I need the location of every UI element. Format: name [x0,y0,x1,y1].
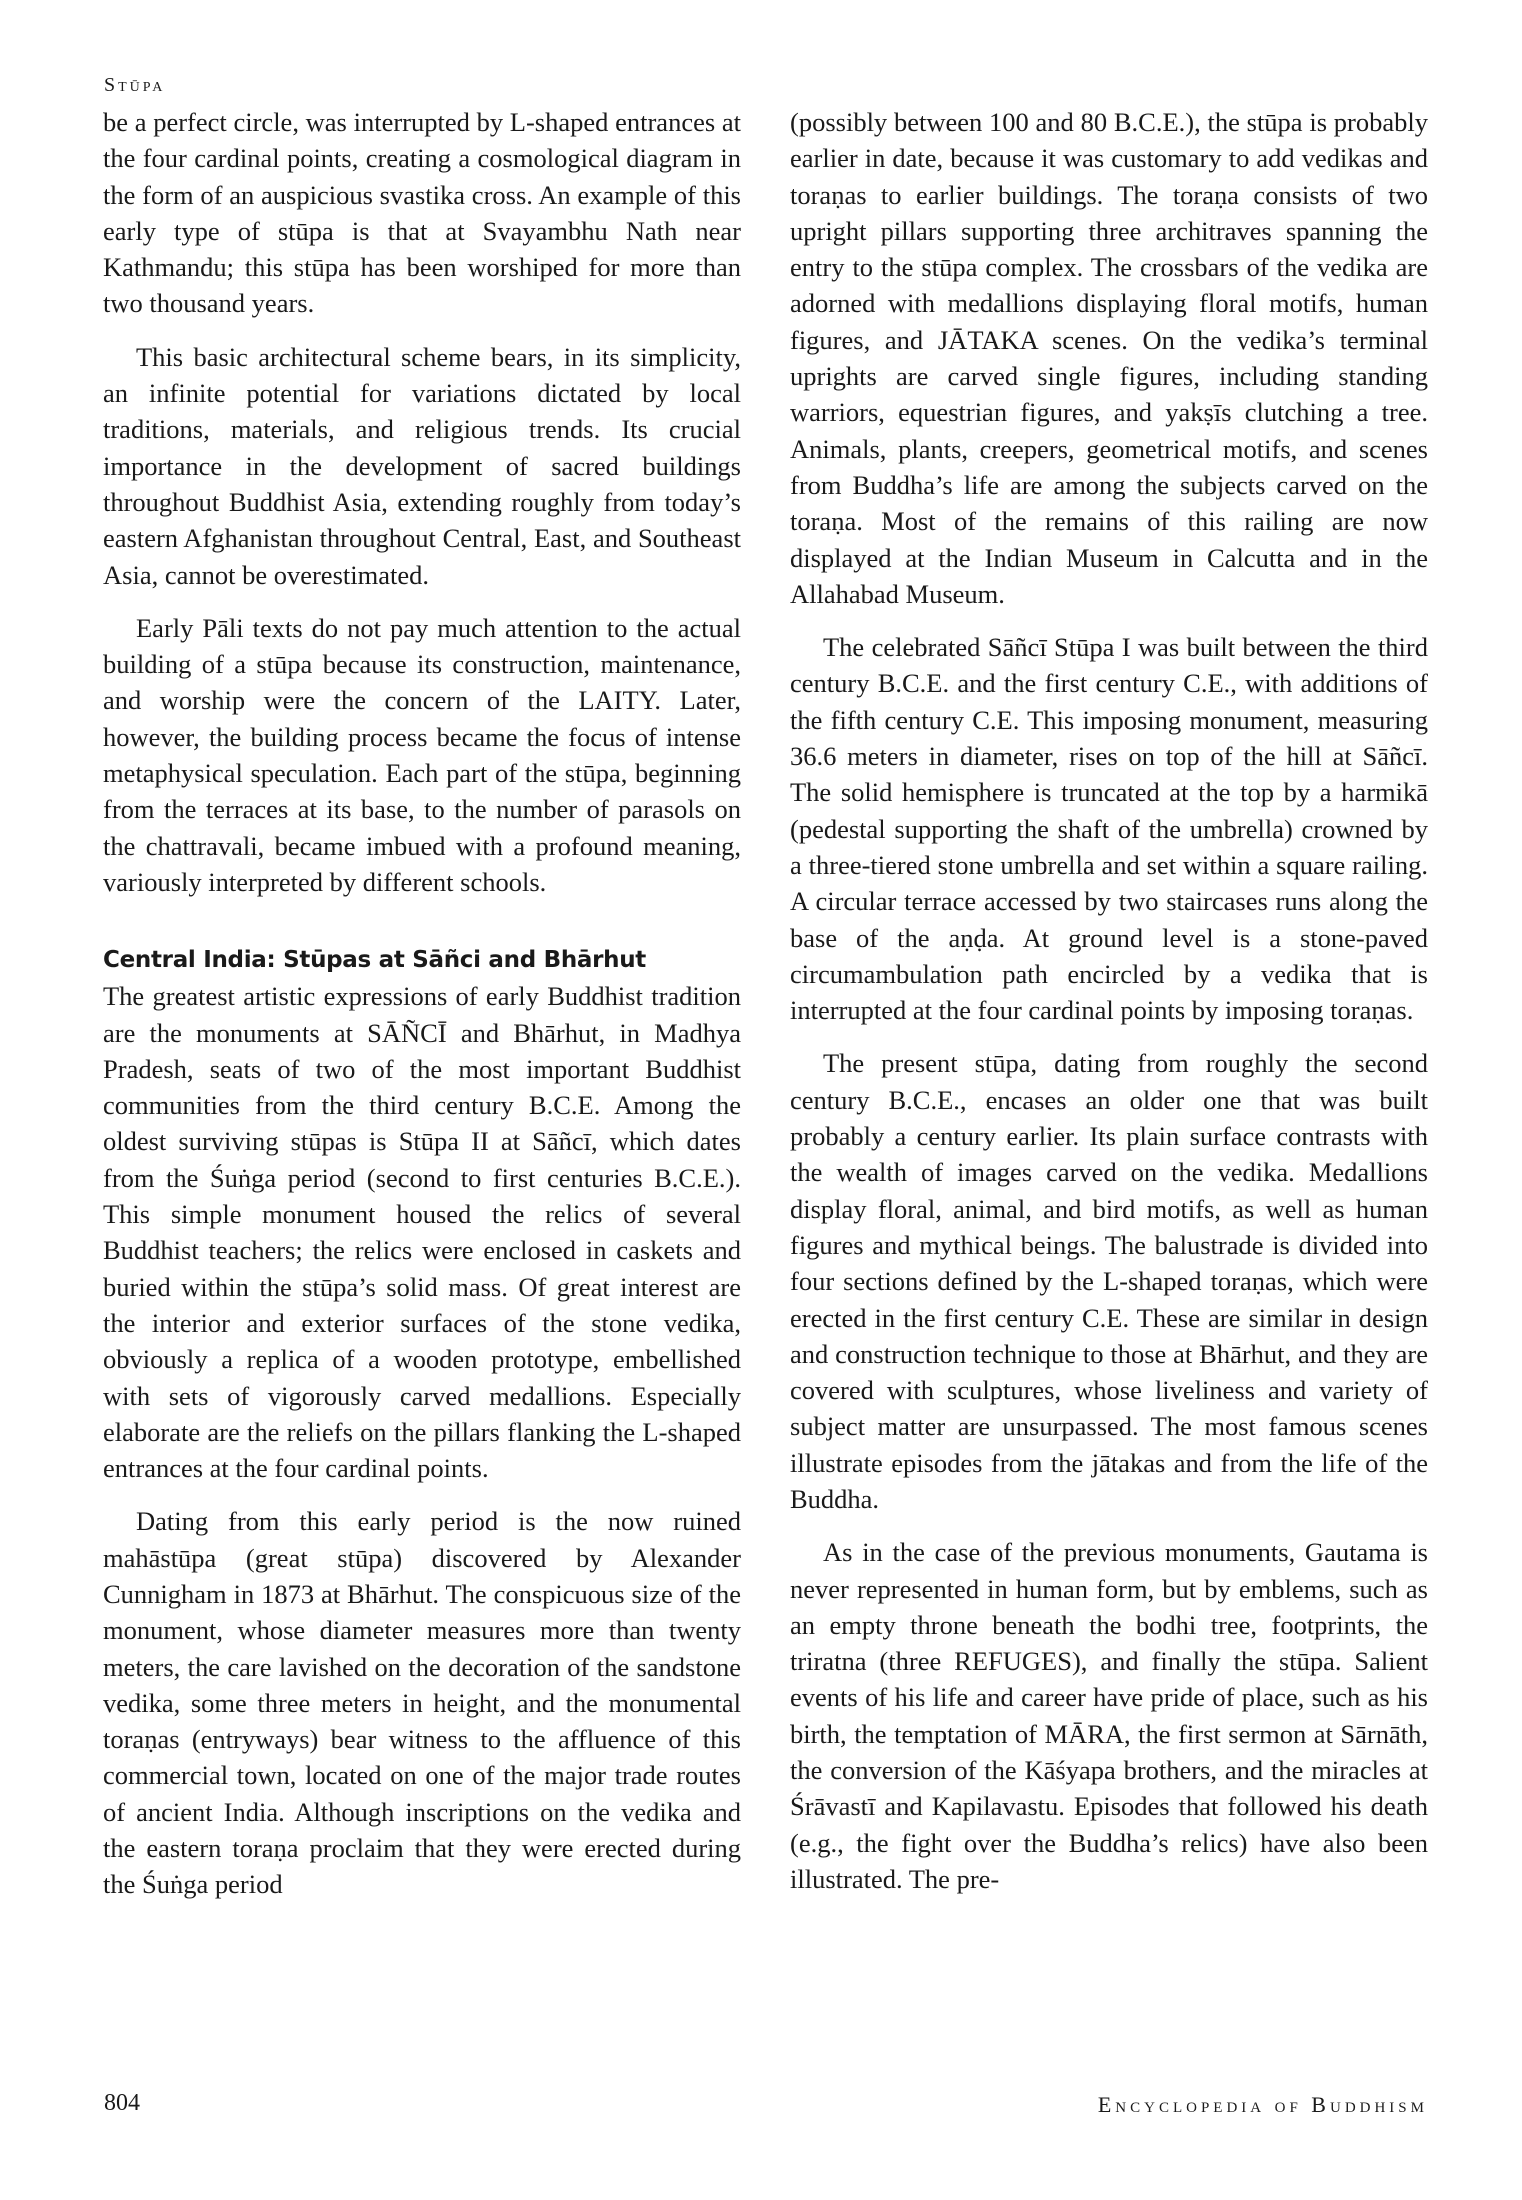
right-column [790,104,1428,1914]
paragraph: This basic architectural scheme bears, in its simplicity, an infinite potential for variations dictated by local traditions, materials, and religious trends. Its crucial importance in the development of sacred buildings throughout Buddhist Asia, extending roughly from today’s eastern Afghanistan throughout Central, East, and Southeast Asia, cannot be overestimated. [103,341,741,590]
page-number: 804 [104,2090,140,2116]
paragraph: As in the case of the previous monuments, Gautama is never represented in human form, but by emblems, such as an empty throne beneath the bodhi tree, footprints, the triratna (three REFUGES), and finally the stūpa. Salient events of his life and career have pride of place, such as his birth, the temptation of MĀRA, the first sermon at Sārnāth, the conversion of the Kāśyapa brothers, and the miracles at Śrāvastī and Kapilavastu. Episodes that followed his death (e.g., the fight over the Buddha’s relics) have also been illustrated. The pre- [790,1537,1428,1894]
paragraph: Early Pāli texts do not pay much attention to the actual building of a stūpa because its construction, maintenance, and worship were the concern of the LAITY. Later, however, the building process became the focus of intense metaphysical speculation. Each part of the stūpa, beginning from the terraces at its base, to the number of parasols on the chattravali, became imbued with a profound meaning, variously interpreted by different schools. [103,612,741,897]
section-heading: Central India: Stūpas at Sāñci and Bhārhut [103,947,647,974]
left-column [103,104,741,1920]
paragraph: The greatest artistic expressions of early Buddhist tradition are the monuments at SĀÑCĪ and Bhārhut, in Madhya Pradesh, seats of two of the most important Buddhist communities from the third century B.C.E. Among the oldest surviving stūpas is Stūpa II at Sāñcī, which dates from the Śuṅga period (second to first centuries B.C.E.). This simple monument housed the relics of several Buddhist teachers; the relics were enclosed in caskets and buried within the stūpa’s solid mass. Of great interest are the interior and exterior surfaces of the stone vedika, obviously a replica of a wooden prototype, embellished with sets of vigorously carved medallions. Especially elaborate are the reliefs on the pillars flanking the L-shaped entrances at the four cardinal points. [103,981,741,1484]
book-title: Encyclopedia of Buddhism [1097,2092,1428,2117]
paragraph: Dating from this early period is the now ruined mahāstūpa (great stūpa) discovered by Alexander Cunnigham in 1873 at Bhārhut. The conspicuous size of the monument, whose diameter measures more than twenty meters, the care lavished on the decoration of the sandstone vedika, some three meters in height, and the monumental toraṇas (entryways) bear witness to the affluence of this commercial town, located on one of the major trade routes of ancient India. Although inscriptions on the vedika and the eastern toraṇa proclaim that they were erected during the Śuṅga period [103,1506,741,1900]
paragraph: be a perfect circle, was interrupted by L-shaped entrances at the four cardinal points, creating a cosmological diagram in the form of an auspicious svastika cross. An example of this early type of stūpa is that at Svayambhu Nath near Kathmandu; this stūpa has been worshiped for more than two thousand years. [103,107,741,319]
paragraph: The celebrated Sāñcī Stūpa I was built between the third century B.C.E. and the first century C.E., with additions of the fifth century C.E. This imposing monument, measuring 36.6 meters in diameter, rises on top of the hill at Sāñcī. The solid hemisphere is truncated at the top by a harmikā (pedestal supporting the shaft of the umbrella) crowned by a three-tiered stone umbrella and set within a square railing. A circular terrace accessed by two staircases runs along the base of the aṇḍa. At ground level is a stone-paved circumambulation path encircled by a vedika that is interrupted at the four cardinal points by imposing toraṇas. [790,632,1428,1026]
paragraph: The present stūpa, dating from roughly the second century B.C.E., encases an older one that was built probably a century earlier. Its plain surface contrasts with the wealth of images carved on the vedika. Medallions display floral, animal, and bird motifs, as well as human figures and mythical beings. The balustrade is divided into four sections defined by the L-shaped toraṇas, which were erected in the first century C.E. These are similar in design and construction technique to those at Bhārhut, and they are covered with sculptures, whose liveliness and variety of subject matter are unsurpassed. The most famous scenes illustrate episodes from the jātakas and from the life of the Buddha. [790,1048,1428,1514]
running-head: Stūpa [104,74,166,96]
paragraph: (possibly between 100 and 80 B.C.E.), the stūpa is probably earlier in date, because it was customary to add vedikas and toraṇas to earlier buildings. The toraṇa consists of two upright pillars supporting three architraves spanning the entry to the stūpa complex. The crossbars of the vedika are adorned with medallions displaying floral motifs, human figures, and JĀTAKA scenes. On the vedika’s terminal uprights are carved single figures, including standing warriors, equestrian figures, and yakṣīs clutching a tree. Animals, plants, creepers, geometrical motifs, and scenes from Buddha’s life are among the subjects carved on the toraṇa. Most of the remains of this railing are now displayed at the Indian Museum in Calcutta and in the Allahabad Museum. [790,107,1428,609]
